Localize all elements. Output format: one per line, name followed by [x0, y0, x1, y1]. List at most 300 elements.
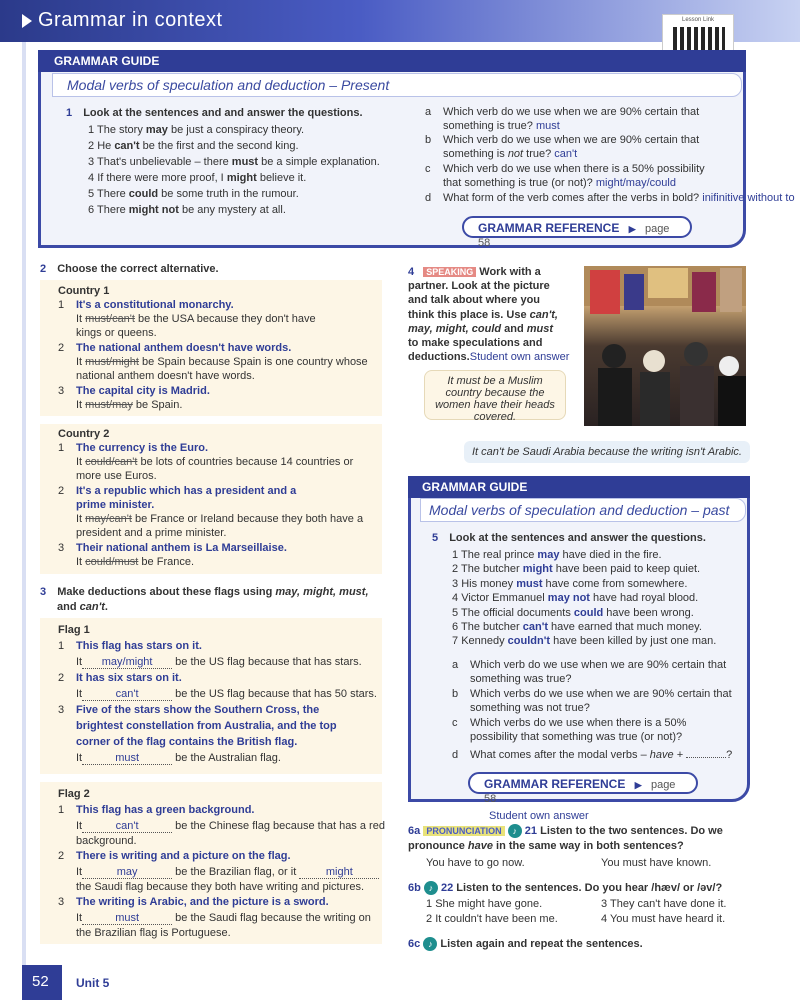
item-text: be the US flag because that has stars.	[172, 656, 362, 668]
question-letter-row	[452, 717, 458, 729]
item-number-row	[58, 804, 64, 816]
answer-blank: must	[82, 912, 172, 925]
item-number-row	[58, 342, 64, 354]
item-number: 1	[58, 442, 65, 454]
unit-label: Unit 5	[76, 976, 110, 990]
item-heading: The writing is Arabic, and the picture is a sword.	[76, 896, 329, 908]
sentence-text: believe it.	[256, 172, 307, 184]
ex6b	[408, 881, 722, 895]
ex3-instruction-1: Make deductions about these flags using	[57, 586, 276, 598]
question-letter-row	[425, 134, 431, 146]
item-text-row	[76, 556, 194, 568]
item-number-row	[58, 896, 64, 908]
ex4-line2: partner. Look at the picture	[408, 280, 550, 293]
sentence-text: have been killed by just one man.	[550, 635, 717, 648]
answer-blank: can't	[82, 820, 172, 833]
sentence-text: be the first and the second king.	[139, 140, 299, 152]
item-number-row	[58, 850, 64, 862]
answer-blank: can't	[82, 688, 172, 701]
sentence-text: have died in the fire.	[559, 549, 662, 561]
ex1-sentence	[88, 204, 286, 216]
ex6a-question-2b: in the same way in both sentences?	[492, 840, 684, 852]
ex6a-sentence-1: You have to go now.	[426, 857, 525, 869]
sentence-text: Victor Emmanuel	[461, 592, 548, 605]
country2-title: Country 2	[58, 428, 110, 440]
sentence-bold: may	[145, 124, 168, 136]
item-heading: There is writing and a picture on the flag.	[76, 850, 291, 862]
question-letter-row	[452, 659, 458, 671]
ex2-question	[40, 263, 219, 275]
grammar-guide-past-subtitle-box	[420, 498, 746, 522]
grammar-reference-button-1[interactable]	[462, 216, 692, 249]
question-letter-row	[425, 106, 431, 118]
market-photo-image	[584, 266, 746, 426]
item-text-row	[76, 327, 157, 339]
item-option: could/can't	[85, 456, 138, 468]
item-number-row	[58, 442, 64, 454]
speech-bubble-2-text: It can't be Saudi Arabia because the writing isn't Arabic.	[472, 446, 742, 458]
item-text-row	[76, 688, 377, 701]
item-text: be France.	[138, 556, 195, 568]
sentence-bold: couldn't	[507, 635, 551, 648]
item-text: It	[76, 513, 86, 525]
item-text-row	[76, 866, 379, 879]
sentence-text: The butcher	[460, 563, 523, 576]
item-text: be the US flag because that has 50 stars.	[172, 688, 377, 700]
item-number-row	[58, 704, 64, 716]
ex1-sentence	[88, 124, 304, 136]
item-number: 3	[58, 896, 65, 908]
page-number-box	[22, 965, 62, 1000]
question-line2	[443, 120, 560, 132]
ex4-line5i: may, might, could	[408, 322, 502, 335]
item-heading-row	[76, 442, 208, 454]
item-text: It	[76, 656, 83, 668]
ex5-sentence	[452, 635, 716, 647]
item-number: 3	[58, 542, 65, 554]
ex6a-track: 21	[524, 825, 538, 837]
item-option: must/can't	[85, 313, 135, 325]
grammar-reference-label-2: GRAMMAR REFERENCE	[484, 777, 626, 791]
item-number: 1	[426, 898, 433, 910]
question-italic: have +	[649, 749, 684, 761]
ex4-answer: Student own answer	[469, 351, 570, 364]
answer-blank: must	[82, 752, 172, 765]
sentence-text: He	[97, 140, 115, 152]
item-text: They can't have done it.	[609, 898, 727, 910]
sentence-bold: could	[573, 606, 604, 619]
ex5-sentence	[452, 621, 702, 633]
question-text: true?	[523, 148, 552, 160]
item-number: 2	[58, 342, 65, 354]
sentence-bold: can't	[522, 621, 548, 633]
audio-icon[interactable]: ♪	[423, 937, 437, 951]
answer-blank	[686, 757, 726, 758]
item-number-row	[58, 485, 64, 497]
sentence-text: be some truth in the rumour.	[158, 188, 299, 200]
question-text: Which verb do we use when we are 90% certain that	[443, 134, 700, 146]
item-text-row	[76, 313, 316, 325]
ex2-number: 2	[40, 263, 47, 275]
flag1-panel	[40, 618, 382, 774]
item-option: must/might	[85, 356, 139, 368]
ex6a-question-2: pronounce	[408, 840, 468, 852]
sentence-text: be just a conspiracy theory.	[167, 124, 305, 136]
item-text: be the USA because they don't have	[134, 313, 316, 325]
ex6b-number: 6b	[408, 881, 421, 894]
item-number-row	[58, 542, 64, 554]
item-heading: The capital city is Madrid.	[76, 385, 210, 397]
ex6b-item	[426, 913, 558, 925]
item-heading: It's a constitutional monarchy.	[76, 299, 234, 311]
sentence-text: have been wrong.	[603, 606, 694, 619]
question-text: something is true?	[443, 120, 533, 132]
sentence-number: 1	[452, 549, 459, 561]
ex4-instruction	[408, 265, 583, 364]
item-text: It	[76, 399, 86, 411]
ex6b-item	[601, 898, 726, 910]
sentence-number: 2	[452, 563, 459, 576]
ex6c-question: Listen again and repeat the sentences.	[440, 937, 643, 950]
ex4-number: 4	[408, 266, 415, 278]
sentence-number: 7	[452, 635, 459, 648]
item-heading: It's a republic which has a president and a	[76, 485, 297, 497]
item-text: It	[76, 688, 83, 700]
question-line1	[470, 717, 686, 729]
item-text-row	[76, 752, 281, 765]
item-option: could/must	[85, 556, 139, 568]
item-heading-row	[76, 499, 154, 511]
question-line1	[470, 659, 726, 671]
ex6b-item	[601, 913, 725, 925]
question-text: Which verbs do we use when we are 90% certain that	[470, 688, 732, 700]
ex3-instruction-1i: may, might, must,	[275, 586, 369, 598]
item-text: It	[76, 752, 83, 764]
answer: must	[532, 120, 560, 132]
sentence-bold: must	[516, 577, 543, 590]
question-text: ?	[726, 749, 733, 761]
ex5-sentence	[452, 592, 698, 604]
audio-icon[interactable]: ♪	[508, 824, 522, 838]
sentence-number: 6	[88, 204, 95, 216]
sentence-number: 5	[88, 188, 95, 200]
ex3-instruction-2: and	[57, 601, 80, 613]
ex4-line7: deductions.	[408, 351, 470, 364]
ex3-number: 3	[40, 586, 47, 598]
question-line1	[443, 163, 705, 175]
item-number-row	[58, 385, 64, 397]
ex6-answer: Student own answer	[489, 810, 589, 822]
question-text: What form of the verb comes after the verbs in bold?	[443, 192, 700, 204]
item-text-row	[76, 399, 182, 411]
country1-title: Country 1	[58, 285, 110, 297]
sentence-bold: may not	[547, 592, 590, 605]
item-text: It	[76, 820, 83, 832]
sentence-bold: can't	[114, 140, 140, 152]
item-number: 3	[58, 385, 65, 397]
ex1-number: 1	[66, 107, 73, 119]
item-text-row	[76, 912, 371, 925]
item-number: 2	[58, 850, 65, 862]
question-line1	[443, 134, 699, 146]
ex5-instruction: Look at the sentences and answer the questions.	[449, 532, 706, 544]
sentence-text: have come from somewhere.	[542, 577, 688, 590]
item-text-row	[76, 470, 157, 482]
item-text: kings or queens.	[76, 327, 157, 339]
item-heading-row	[76, 542, 287, 554]
question-text: something was true?	[470, 673, 572, 685]
item-text: president and a prime minister.	[76, 527, 227, 539]
item-heading-row	[76, 720, 337, 732]
question-text: Which verb do we use when there is a 50% possibility	[443, 163, 705, 175]
item-text: be the Chinese flag because that has a red	[172, 820, 385, 832]
question-line2	[470, 673, 572, 685]
sentence-bold: must	[231, 156, 259, 168]
question-italic: not	[507, 148, 524, 160]
item-heading-row	[76, 804, 254, 816]
item-text: It	[76, 456, 86, 468]
speech-bubble-1-text: It must be a Muslim country because the women have their heads covered.	[435, 375, 555, 423]
audio-icon[interactable]: ♪	[424, 881, 438, 895]
sentence-number: 3	[452, 577, 459, 590]
grammar-reference-page-2: page 58	[484, 779, 676, 805]
question-letter: c	[452, 717, 458, 729]
ex6a	[408, 824, 748, 854]
ex6a-question-2i: have	[467, 840, 493, 852]
item-heading: Five of the stars show the Southern Cross, the	[76, 704, 320, 716]
item-heading-row	[76, 736, 297, 748]
sentence-text: The story	[96, 124, 146, 136]
ex4-line1: Work with a	[479, 266, 541, 278]
grammar-guide-past-label: GRAMMAR GUIDE	[422, 480, 528, 494]
answer: inifinitive without to	[699, 192, 795, 204]
answer-blank: might	[299, 866, 379, 879]
item-text: be the Brazilian flag, or it	[172, 866, 297, 878]
item-text-row	[76, 820, 385, 833]
flag1-title: Flag 1	[58, 624, 90, 636]
play-triangle-icon	[22, 14, 32, 28]
question-text: possibility that something was true (or not)?	[470, 731, 683, 743]
ex1-instruction: Look at the sentences and and answer the questions.	[83, 107, 363, 119]
question-line2	[470, 702, 590, 714]
ex4-line4i: can't,	[529, 308, 558, 321]
item-option: may/can't	[85, 513, 132, 525]
item-number-row	[58, 299, 64, 311]
ex6b-item	[426, 898, 542, 910]
ex4-line4: think this place is. Use	[408, 308, 530, 321]
item-text: be Spain because Spain is one country whose	[138, 356, 368, 368]
item-number: 2	[58, 672, 65, 684]
sentence-text: have had royal blood.	[589, 592, 699, 605]
ex3-question: 3 Make deductions about these flags using may, might, must, and can't.	[40, 586, 369, 613]
ex1-question	[66, 107, 363, 119]
ex6b-track: 22	[440, 881, 454, 894]
item-text-row	[76, 835, 137, 847]
ex6b-question: Listen to the sentences. Do you hear /hæv/ or /əv/?	[456, 881, 723, 894]
item-heading-row	[76, 896, 329, 908]
sentence-number: 2	[88, 140, 95, 152]
question-line1	[443, 106, 699, 118]
question-text: something was not true?	[470, 702, 590, 714]
ex4-line5i2: must	[526, 322, 554, 335]
grammar-reference-button-2[interactable]	[468, 772, 698, 805]
page-number: 52	[32, 973, 49, 990]
item-number-row	[58, 672, 64, 684]
ex6a-question-1: Listen to the two sentences. Do we	[540, 825, 723, 837]
item-number: 1	[58, 299, 65, 311]
grammar-reference-page: page 58	[478, 223, 670, 249]
question-letter-row	[425, 163, 431, 175]
question-text: Which verb do we use when we are 90% certain that	[470, 659, 727, 671]
item-text: national anthem doesn't have words.	[76, 370, 255, 382]
question-line1	[470, 688, 732, 700]
ex1-sentence	[88, 188, 299, 200]
sentence-text: That's unbelievable – there	[96, 156, 232, 168]
sentence-text: The official documents	[460, 606, 574, 619]
item-text: She might have gone.	[435, 898, 543, 910]
item-number: 2	[58, 485, 65, 497]
item-text: You must have heard it.	[609, 913, 726, 925]
sentence-bold: might not	[128, 204, 179, 216]
item-text: It couldn't have been me.	[435, 913, 558, 925]
ex5-number: 5	[432, 532, 439, 544]
ex1-sentence	[88, 172, 306, 184]
item-text-row	[76, 456, 353, 468]
ex4-line3: and talk about where you	[408, 294, 541, 307]
item-heading: prime minister.	[76, 499, 155, 511]
question-letter: b	[452, 688, 459, 700]
item-heading-row	[76, 342, 291, 354]
item-heading: The national anthem doesn't have words.	[76, 342, 292, 354]
ex5-sentence	[452, 549, 662, 561]
sentence-number: 4	[452, 592, 459, 605]
item-text: background.	[76, 835, 137, 847]
space	[683, 749, 686, 761]
grammar-guide-subtitle-box	[52, 73, 742, 97]
question-letter: b	[425, 134, 432, 146]
answer-blank: may	[82, 866, 172, 879]
question-line1	[443, 192, 795, 204]
question-letter-row	[452, 688, 458, 700]
sentence-text: His money	[461, 577, 517, 590]
ex1-sentence	[88, 140, 299, 152]
left-margin-bar	[22, 42, 26, 1000]
item-text-row	[76, 356, 368, 368]
arrow-right-icon: ▶	[628, 224, 636, 234]
lesson-link-label: Lesson Link	[681, 17, 715, 23]
flag2-title: Flag 2	[58, 788, 90, 800]
item-heading: brightest constellation from Australia, and the top	[76, 720, 337, 732]
ex6a-number: 6a	[408, 825, 421, 837]
item-text-row	[76, 370, 255, 382]
sentence-number: 5	[452, 606, 459, 619]
question-letter-row	[425, 192, 431, 204]
ex6a-sentence-2: You must have known.	[601, 857, 712, 869]
answer: can't	[551, 148, 578, 160]
question-letter-row	[452, 749, 458, 761]
item-heading-row	[76, 850, 291, 862]
ex3-instruction-2i: can't	[79, 601, 105, 613]
speech-bubble-1	[424, 370, 566, 423]
grammar-guide-subtitle: Modal verbs of speculation and deduction – Present	[67, 77, 390, 93]
question-letter: a	[425, 106, 432, 118]
sentence-text: be a simple explanation.	[258, 156, 380, 168]
sentence-text: There	[96, 188, 129, 200]
question-text: Which verb do we use when we are 90% certain that	[443, 106, 700, 118]
question-text: What comes after the modal verbs –	[470, 749, 650, 761]
ex5-sentence	[452, 578, 687, 590]
item-number: 3	[58, 704, 65, 716]
question-letter: c	[425, 163, 431, 175]
item-text: more use Euros.	[76, 470, 157, 482]
item-heading-row	[76, 299, 234, 311]
sentence-bold: might	[226, 172, 257, 184]
sentence-bold: might	[522, 563, 553, 576]
ex2-instruction: Choose the correct alternative.	[57, 263, 219, 275]
item-number: 1	[58, 804, 65, 816]
sentence-text: There	[96, 204, 129, 216]
item-heading-row	[76, 640, 202, 652]
item-text: the Brazilian flag is Portuguese.	[76, 927, 231, 939]
item-heading-row	[76, 485, 296, 497]
answer-blank: may/might	[82, 656, 172, 669]
ex5-question	[432, 532, 706, 544]
item-heading: corner of the flag contains the British flag.	[76, 736, 298, 748]
sentence-text: have been paid to keep quiet.	[552, 563, 701, 576]
country2-panel	[40, 424, 382, 574]
item-text: be Spain.	[132, 399, 183, 411]
grammar-reference-label: GRAMMAR REFERENCE	[478, 221, 620, 235]
item-text: It	[76, 356, 86, 368]
item-text: be the Saudi flag because the writing on	[172, 912, 371, 924]
arrow-right-icon: ▶	[634, 780, 642, 790]
sentence-text: Kennedy	[461, 635, 508, 648]
item-number: 2	[426, 913, 433, 925]
sentence-bold: may	[537, 549, 560, 561]
ex5-sentence	[452, 563, 700, 575]
speaking-tag: SPEAKING	[423, 267, 476, 277]
question-line2	[470, 731, 682, 743]
country1-panel	[40, 280, 382, 416]
grammar-guide-label-bar	[38, 50, 746, 72]
item-text: It	[76, 313, 86, 325]
item-heading-row	[76, 704, 319, 716]
item-number: 1	[58, 640, 65, 652]
ex1-sentence	[88, 156, 380, 168]
item-text-row	[76, 656, 362, 669]
grammar-guide-label: GRAMMAR GUIDE	[54, 54, 160, 68]
answer: might/may/could	[592, 177, 676, 189]
market-photo	[584, 266, 746, 426]
sentence-text: be any mystery at all.	[178, 204, 286, 216]
question-text: that something is true (or not)?	[443, 177, 593, 189]
item-text-row	[76, 881, 364, 893]
question-line2	[443, 177, 676, 189]
item-text: be the Australian flag.	[172, 752, 281, 764]
ex4-line5: and	[501, 322, 527, 335]
item-text-row	[76, 513, 363, 525]
sentence-number: 3	[88, 156, 95, 168]
ex6c	[408, 937, 643, 951]
question-letter: a	[452, 659, 459, 671]
speech-bubble-2	[464, 441, 750, 463]
sentence-text: The butcher	[460, 621, 523, 633]
flag2-panel	[40, 782, 385, 944]
grammar-guide-past-label-bar	[408, 476, 750, 498]
item-text: be France or Ireland because they both have a	[131, 513, 364, 525]
grammar-guide-past-subtitle: Modal verbs of speculation and deduction – past	[429, 502, 730, 518]
page-title: Grammar in context	[38, 9, 223, 31]
